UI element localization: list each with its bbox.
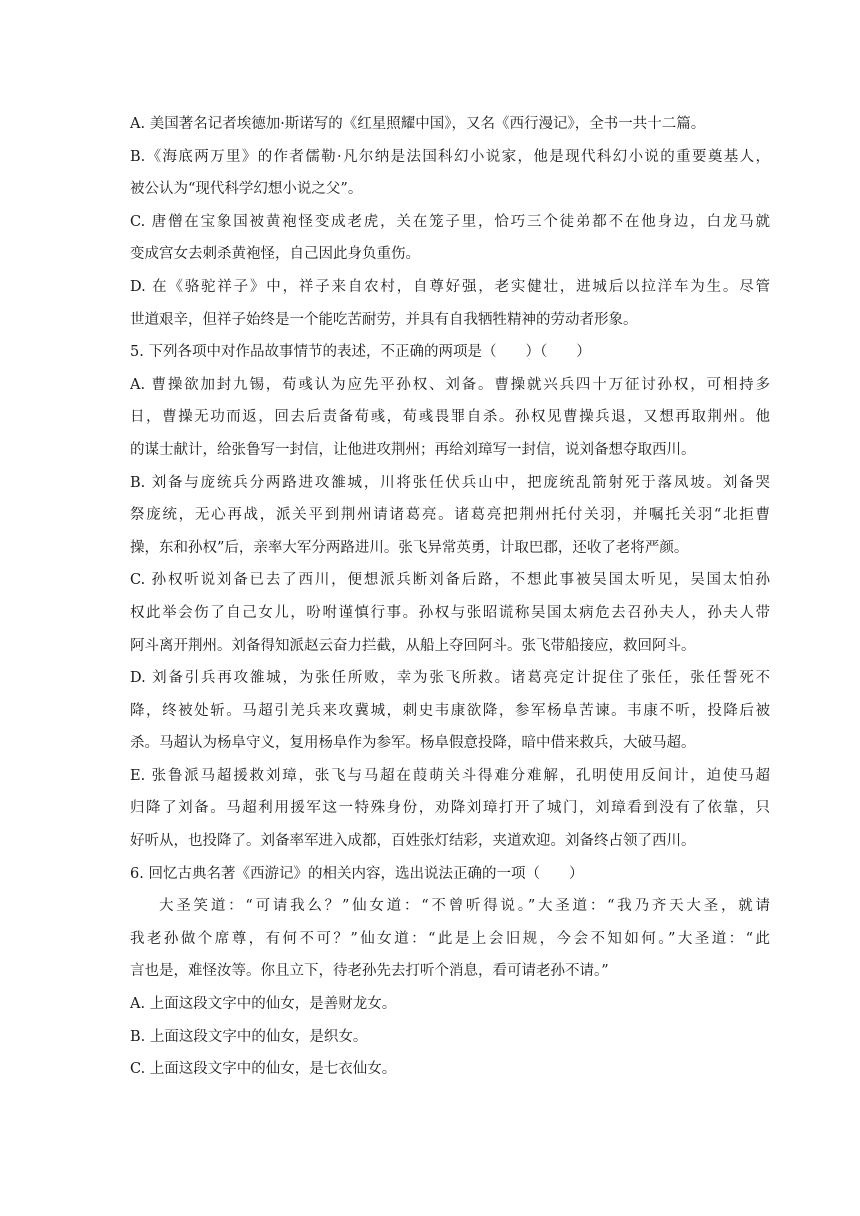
quote-line: 言也是，难怪汝等。你且立下，待老孙先去打听个消息，看可请老孙不请。” xyxy=(130,963,609,980)
quote-line: 我老孙做个席尊，有何不可？”仙女道：“此是上会旧规，今会不知如何。”大圣道：“此 xyxy=(130,930,770,947)
option-b: B. 上面这段文字中的仙女，是织女。 xyxy=(130,1028,368,1045)
document-body xyxy=(130,108,770,1086)
text-line: 被公认为“现代科学幻想小说之父”。 xyxy=(130,181,363,198)
text-line: A. 美国著名记者埃德加·斯诺写的《红星照耀中国》，又名《西行漫记》，全书一共十二篇。 xyxy=(130,116,706,132)
text-line: B.《海底两万里》的作者儒勒·凡尔纳是法国科幻小说家，他是现代科幻小说的重要奠基人， xyxy=(130,148,770,165)
option-a: A. 上面这段文字中的仙女，是善财龙女。 xyxy=(130,996,397,1013)
text-line: C. 唐僧在宝象国被黄袍怪变成老虎，关在笼子里，恰巧三个徒弟都不在他身边，白龙马就 xyxy=(130,213,770,230)
text-line: 世道艰辛，但祥子始终是一个能吃苦耐劳，并具有自我牺牲精神的劳动者形象。 xyxy=(130,311,638,328)
text-line: 好听从，也投降了。刘备率军进入成都，百姓张灯结彩，夹道欢迎。刘备终占领了西川。 xyxy=(130,833,696,850)
text-line: 日，曹操无功而返，回去后责备荀彧，荀彧畏罪自杀。孙权见曹操兵退，又想再取荆州。他 xyxy=(130,409,770,426)
text-line: D. 刘备引兵再攻雒城，为张任所败，幸为张飞所救。诸葛亮定计捉住了张任，张任誓死不 xyxy=(130,670,770,687)
option-c: C. 上面这段文字中的仙女，是七衣仙女。 xyxy=(130,1061,397,1078)
question-6-stem: 6. 回忆古典名著《西游记》的相关内容，选出说法正确的一项（ ） xyxy=(130,865,584,882)
text-line: 操，东和孙权”后，亲率大军分两路进川。张飞异常英勇，计取巴郡，还收了老将严颜。 xyxy=(130,539,689,556)
text-line: 的谋士献计，给张鲁写一封信，让他进攻荆州；再给刘璋写一封信，说刘备想夺取西川。 xyxy=(130,441,696,458)
text-line: 归降了刘备。马超利用援军这一特殊身份，劝降刘璋打开了城门，刘璋看到没有了依靠，只 xyxy=(130,800,770,817)
text-line: D. 在《骆驼祥子》中，祥子来自农村，自尊好强，老实健壮，进城后以拉洋车为生。尽管 xyxy=(130,278,770,295)
text-line: 变成宫女去刺杀黄袍怪，自己因此身负重伤。 xyxy=(130,246,420,263)
text-line: A. 曹操欲加封九锡，荀彧认为应先平孙权、刘备。曹操就兴兵四十万征讨孙权，可相持多 xyxy=(130,376,770,393)
text-line: 权此举会伤了自己女儿，吩咐谨慎行事。孙权与张昭谎称吴国太病危去召孙夫人，孙夫人带 xyxy=(130,604,770,621)
text-line: E. 张鲁派马超援救刘璋，张飞与马超在葭萌关斗得难分难解，孔明使用反间计，迫使马超 xyxy=(130,767,770,784)
text-line: 阿斗离开荆州。刘备得知派赵云奋力拦截，从船上夺回阿斗。张飞带船接应，救回阿斗。 xyxy=(130,637,696,654)
quote-line: 大圣笑道：“可请我么？”仙女道：“不曾听得说。”大圣道：“我乃齐天大圣，就请 xyxy=(159,898,770,915)
text-line: B. 刘备与庞统兵分两路进攻雒城，川将张任伏兵山中，把庞统乱箭射死于落凤坡。刘备哭 xyxy=(130,474,770,491)
text-line: 降，终被处斩。马超引羌兵来攻冀城，刺史韦康欲降，参军杨阜苦谏。韦康不听，投降后被 xyxy=(130,702,770,719)
text-line: 杀。马超认为杨阜守义，复用杨阜作为参军。杨阜假意投降，暗中借来救兵，大破马超。 xyxy=(130,735,696,752)
question-5-stem: 5. 下列各项中对作品故事情节的表述，不正确的两项是（ ）（ ） xyxy=(130,344,591,361)
text-line: C. 孙权听说刘备已去了西川，便想派兵断刘备后路，不想此事被吴国太听见，吴国太怕孙 xyxy=(130,572,770,589)
text-line: 祭庞统，无心再战，派关平到荆州请诸葛亮。诸葛亮把荆州托付关羽，并嘱托关羽“北拒曹 xyxy=(130,507,770,524)
